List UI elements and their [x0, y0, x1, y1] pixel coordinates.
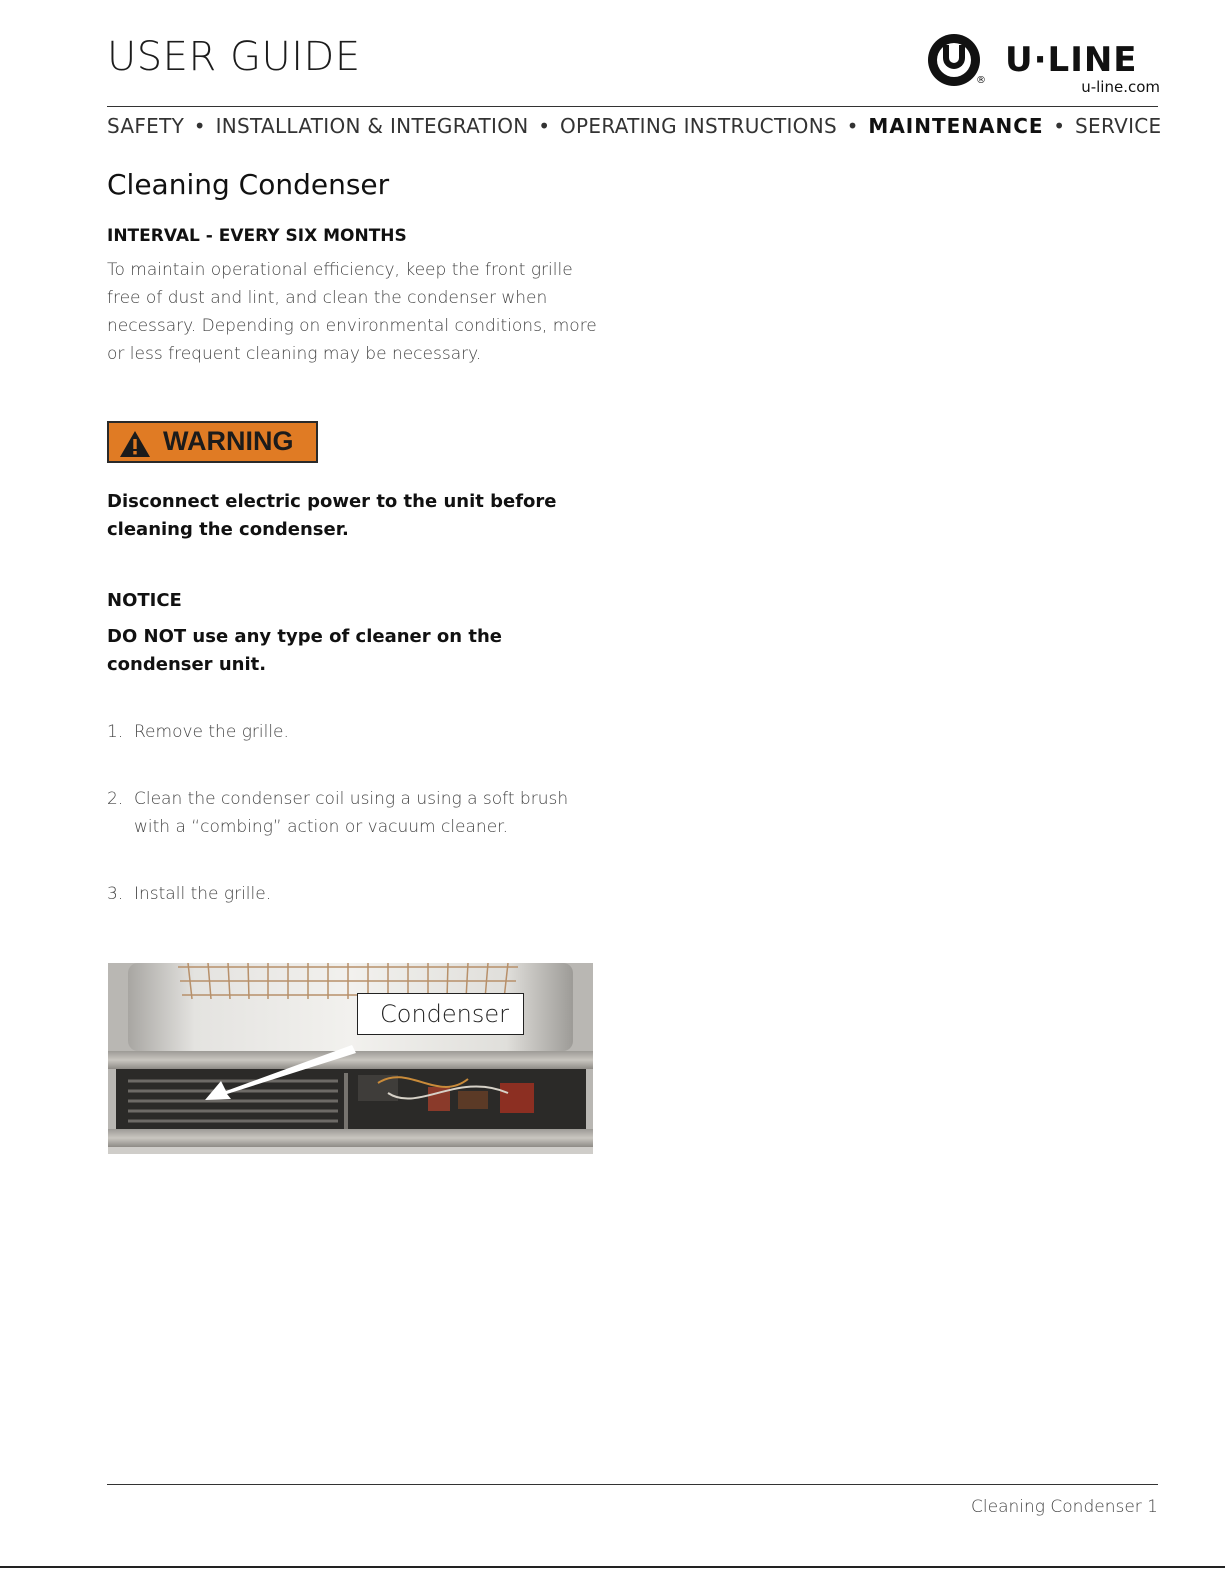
footer-page-label: Cleaning Condenser 1	[971, 1497, 1158, 1517]
notice-heading: NOTICE	[107, 590, 182, 611]
footer-divider	[107, 1484, 1158, 1485]
breadcrumb-item-service[interactable]: SERVICE	[1075, 114, 1162, 138]
page-edge	[0, 1566, 1225, 1568]
intro-line: To maintain operational efficiency, keep the front grille	[107, 260, 573, 280]
breadcrumb-separator: •	[538, 114, 551, 138]
breadcrumb-separator: •	[193, 114, 206, 138]
step-number: 2.	[107, 789, 124, 809]
notice-text	[107, 623, 577, 679]
page-title: USER GUIDE	[107, 34, 361, 80]
breadcrumb-item-installation[interactable]: INSTALLATION & INTEGRATION	[215, 114, 529, 138]
notice-line: condenser unit.	[107, 654, 267, 675]
registered-mark: ®	[976, 75, 986, 86]
breadcrumb-item-safety[interactable]: SAFETY	[107, 114, 185, 138]
warning-text	[107, 488, 577, 544]
breadcrumb-item-maintenance[interactable]: MAINTENANCE	[868, 114, 1044, 138]
step-line: Install the grille.	[134, 884, 272, 904]
interval-heading: INTERVAL - EVERY SIX MONTHS	[107, 226, 407, 246]
intro-line: necessary. Depending on environmental conditions, more	[107, 316, 597, 336]
breadcrumb-separator: •	[846, 114, 859, 138]
intro-paragraph	[107, 256, 597, 368]
section-title: Cleaning Condenser	[107, 168, 390, 201]
uline-logo[interactable]	[928, 34, 1160, 98]
breadcrumb-item-operating[interactable]: OPERATING INSTRUCTIONS	[559, 114, 837, 138]
logo-wordmark: U·LINE	[1005, 40, 1138, 80]
uline-logo-icon	[928, 34, 980, 86]
condenser-callout	[357, 993, 524, 1035]
callout-label: Condenser	[380, 1000, 509, 1028]
notice-line: DO NOT use any type of cleaner on the	[107, 626, 502, 647]
breadcrumb-separator: •	[1053, 114, 1066, 138]
warning-label: WARNING	[163, 426, 294, 456]
warning-triangle-icon	[119, 430, 151, 458]
step-text	[134, 880, 589, 908]
intro-line: free of dust and lint, and clean the condenser when	[107, 288, 548, 308]
intro-line: or less frequent cleaning may be necessary.	[107, 344, 482, 364]
step-line: Remove the grille.	[134, 722, 289, 742]
step-number: 3.	[107, 884, 124, 904]
warning-line: Disconnect electric power to the unit before	[107, 491, 557, 512]
warning-badge	[107, 421, 318, 463]
condenser-illustration	[108, 963, 593, 1154]
header-divider	[107, 106, 1158, 107]
step-line: with a “combing” action or vacuum cleaner.	[134, 817, 508, 837]
site-url[interactable]: u-line.com	[1081, 78, 1160, 96]
step-text	[134, 785, 589, 841]
step-number: 1.	[107, 722, 124, 742]
breadcrumb	[107, 114, 1162, 138]
warning-line: cleaning the condenser.	[107, 519, 349, 540]
step-line: Clean the condenser coil using a using a soft brush	[134, 789, 569, 809]
condenser-photo	[108, 963, 593, 1154]
step-text	[134, 718, 589, 746]
